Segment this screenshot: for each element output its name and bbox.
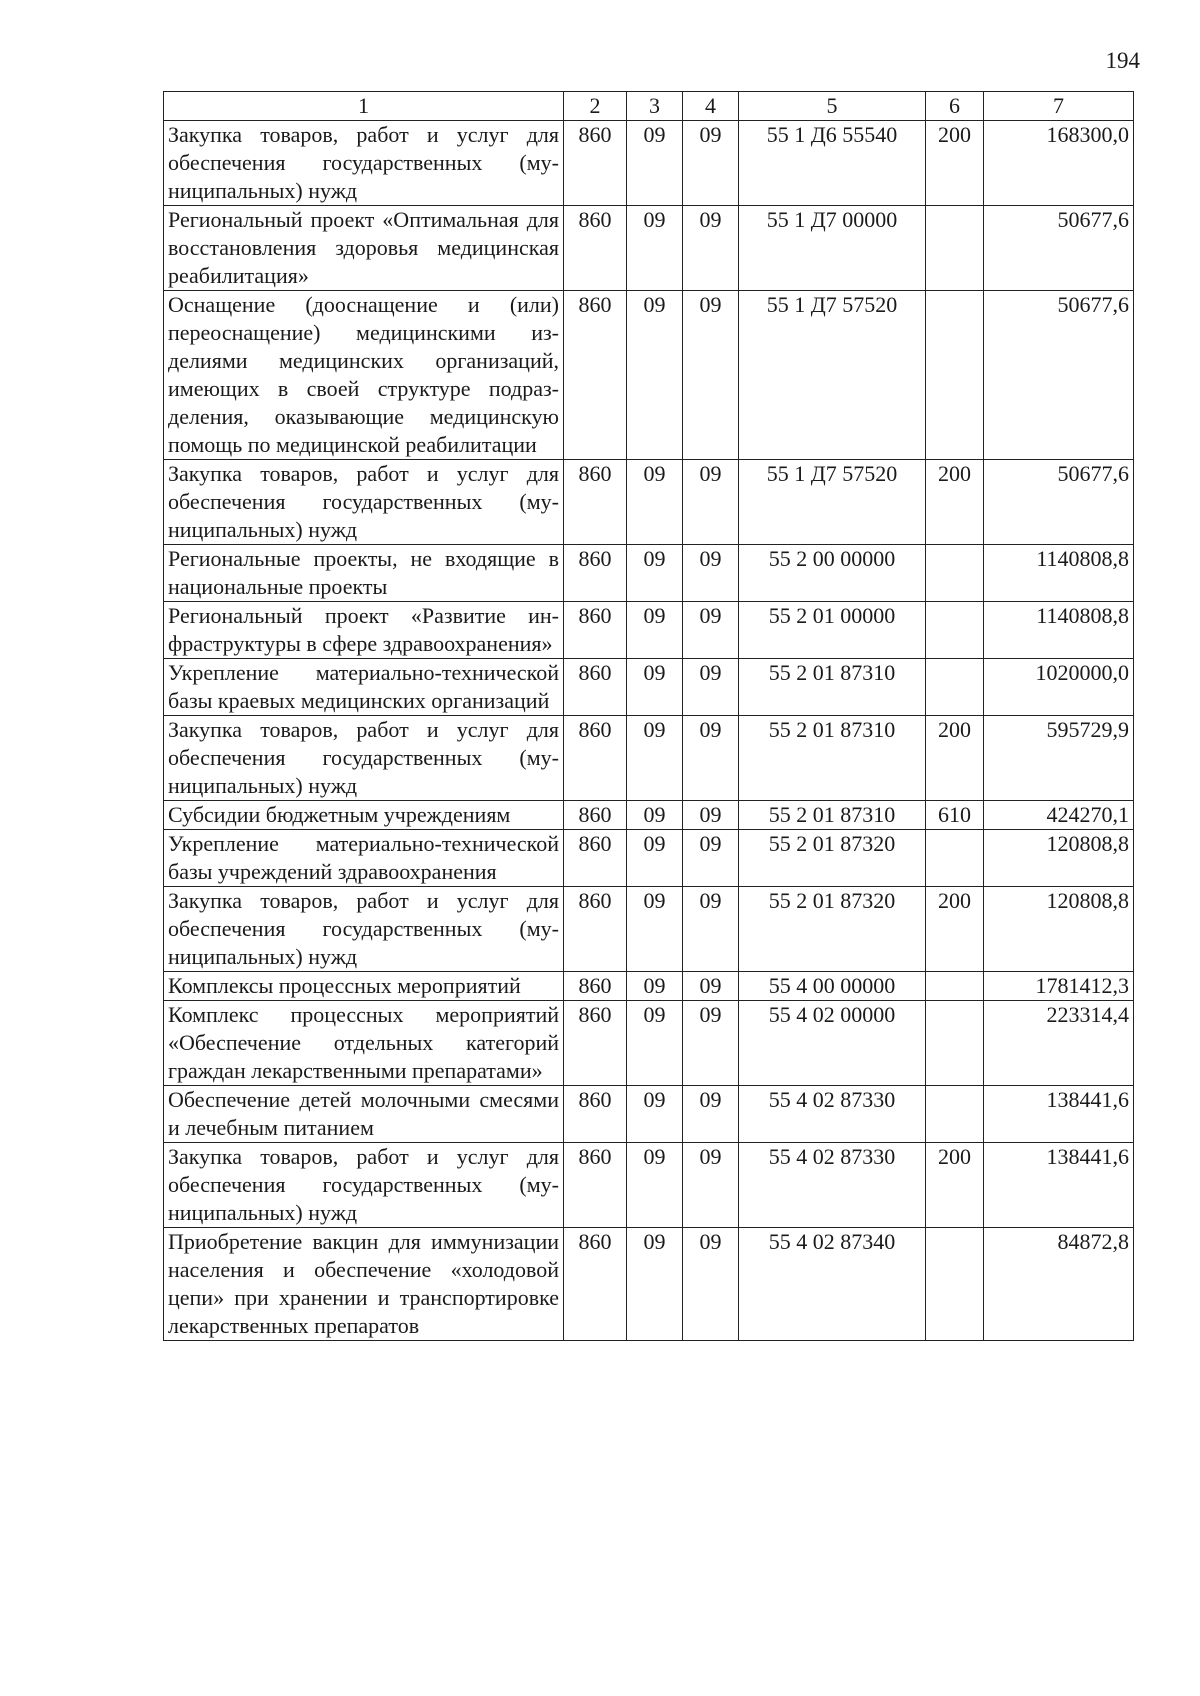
row-name-cell: Закупка товаров, работ и услуг для обеспечения государственных (муниципальных) нужд	[164, 121, 564, 206]
row-amount: 1140808,8	[984, 602, 1134, 659]
table-row	[164, 545, 1134, 602]
row-target-article: 55 2 01 87320	[739, 887, 926, 972]
row-expense-type: 200	[926, 1143, 984, 1228]
row-amount: 138441,6	[984, 1086, 1134, 1143]
row-ministry-code: 860	[564, 545, 627, 602]
row-name-cell: Закупка товаров, работ и услуг для обеспечения государственных (муниципальных) нужд	[164, 1143, 564, 1228]
table-row	[164, 460, 1134, 545]
row-subsection-code: 09	[683, 887, 739, 972]
row-name-cell: Приобретение вакцин для иммунизации населения и обеспечение «холодовой цепи» при хранении и транспортировке лекарственных препаратов	[164, 1228, 564, 1341]
table-row	[164, 1143, 1134, 1228]
row-expense-type	[926, 602, 984, 659]
row-expense-type: 610	[926, 801, 984, 830]
row-name-cell: Закупка товаров, работ и услуг для обеспечения государственных (муниципальных) нужд	[164, 460, 564, 545]
row-ministry-code: 860	[564, 121, 627, 206]
row-name-cell: Закупка товаров, работ и услуг для обеспечения государственных (муниципальных) нужд	[164, 887, 564, 972]
row-subsection-code: 09	[683, 291, 739, 460]
row-section-code: 09	[627, 206, 683, 291]
row-ministry-code: 860	[564, 1001, 627, 1086]
row-ministry-code: 860	[564, 1086, 627, 1143]
row-expense-type: 200	[926, 716, 984, 801]
row-target-article: 55 1 Д7 57520	[739, 460, 926, 545]
row-expense-type	[926, 1086, 984, 1143]
row-amount: 120808,8	[984, 830, 1134, 887]
row-name-cell: Региональные проекты, не входящие в национальные проекты	[164, 545, 564, 602]
row-target-article: 55 2 01 87310	[739, 716, 926, 801]
row-name-cell: Закупка товаров, работ и услуг для обеспечения государственных (муниципальных) нужд	[164, 716, 564, 801]
table-row	[164, 1086, 1134, 1143]
page-number: 194	[1105, 48, 1140, 73]
row-subsection-code: 09	[683, 206, 739, 291]
row-name-cell: Региональный проект «Оптимальная для восстановления здоровья медицинская реабилитация»	[164, 206, 564, 291]
row-section-code: 09	[627, 1086, 683, 1143]
header-col-1: 1	[164, 92, 564, 121]
header-col-5: 5	[739, 92, 926, 121]
table-row	[164, 830, 1134, 887]
row-ministry-code: 860	[564, 206, 627, 291]
row-subsection-code: 09	[683, 1228, 739, 1341]
row-ministry-code: 860	[564, 801, 627, 830]
row-subsection-code: 09	[683, 545, 739, 602]
row-ministry-code: 860	[564, 887, 627, 972]
row-name-cell: Региональный проект «Развитие инфраструктуры в сфере здравоохранения»	[164, 602, 564, 659]
row-subsection-code: 09	[683, 830, 739, 887]
row-ministry-code: 860	[564, 716, 627, 801]
row-subsection-code: 09	[683, 1143, 739, 1228]
table-row	[164, 206, 1134, 291]
row-target-article: 55 4 02 87330	[739, 1086, 926, 1143]
row-section-code: 09	[627, 659, 683, 716]
row-target-article: 55 2 01 87310	[739, 801, 926, 830]
table-header	[164, 92, 1134, 121]
row-ministry-code: 860	[564, 830, 627, 887]
row-target-article: 55 1 Д7 57520	[739, 291, 926, 460]
row-section-code: 09	[627, 1001, 683, 1086]
row-expense-type	[926, 1001, 984, 1086]
row-name-cell: Комплекс процессных мероприятий «Обеспечение отдельных категорий граждан лекарственными препаратами»	[164, 1001, 564, 1086]
row-expense-type	[926, 659, 984, 716]
table-row	[164, 602, 1134, 659]
table-row	[164, 1228, 1134, 1341]
header-col-6: 6	[926, 92, 984, 121]
row-target-article: 55 1 Д7 00000	[739, 206, 926, 291]
row-section-code: 09	[627, 801, 683, 830]
row-amount: 138441,6	[984, 1143, 1134, 1228]
row-section-code: 09	[627, 1228, 683, 1341]
row-ministry-code: 860	[564, 291, 627, 460]
row-name-cell: Оснащение (дооснащение и (или) переоснащение) медицинскими изделиями медицинских организаций, имеющих в своей структуре подразделения, оказывающие медицинскую помощь по медицинской реабилитации	[164, 291, 564, 460]
row-expense-type: 200	[926, 460, 984, 545]
table-row	[164, 121, 1134, 206]
row-amount: 84872,8	[984, 1228, 1134, 1341]
row-amount: 424270,1	[984, 801, 1134, 830]
row-amount: 595729,9	[984, 716, 1134, 801]
row-subsection-code: 09	[683, 972, 739, 1001]
table-row	[164, 887, 1134, 972]
row-subsection-code: 09	[683, 801, 739, 830]
row-amount: 50677,6	[984, 206, 1134, 291]
row-subsection-code: 09	[683, 716, 739, 801]
row-target-article: 55 2 01 87310	[739, 659, 926, 716]
row-subsection-code: 09	[683, 460, 739, 545]
row-name-cell: Обеспечение детей молочными смесями и лечебным питанием	[164, 1086, 564, 1143]
row-subsection-code: 09	[683, 1001, 739, 1086]
row-target-article: 55 1 Д6 55540	[739, 121, 926, 206]
row-amount: 1140808,8	[984, 545, 1134, 602]
table-row	[164, 972, 1134, 1001]
row-name-cell: Комплексы процессных мероприятий	[164, 972, 564, 1001]
row-section-code: 09	[627, 121, 683, 206]
table-row	[164, 801, 1134, 830]
row-section-code: 09	[627, 1143, 683, 1228]
row-expense-type	[926, 1228, 984, 1341]
row-name-cell: Укрепление материально-технической базы краевых медицинских организаций	[164, 659, 564, 716]
row-expense-type: 200	[926, 887, 984, 972]
row-amount: 168300,0	[984, 121, 1134, 206]
row-target-article: 55 4 00 00000	[739, 972, 926, 1001]
row-section-code: 09	[627, 830, 683, 887]
row-ministry-code: 860	[564, 1228, 627, 1341]
row-ministry-code: 860	[564, 1143, 627, 1228]
row-ministry-code: 860	[564, 602, 627, 659]
header-col-7: 7	[984, 92, 1134, 121]
header-row	[164, 92, 1134, 121]
row-section-code: 09	[627, 716, 683, 801]
budget-table	[163, 91, 1134, 1341]
row-target-article: 55 4 02 87340	[739, 1228, 926, 1341]
row-amount: 1781412,3	[984, 972, 1134, 1001]
row-subsection-code: 09	[683, 1086, 739, 1143]
row-amount: 223314,4	[984, 1001, 1134, 1086]
table-row	[164, 1001, 1134, 1086]
row-target-article: 55 2 01 00000	[739, 602, 926, 659]
row-name-cell: Укрепление материально-технической базы учреждений здравоохранения	[164, 830, 564, 887]
row-subsection-code: 09	[683, 659, 739, 716]
row-name-cell: Субсидии бюджетным учреждениям	[164, 801, 564, 830]
row-amount: 50677,6	[984, 291, 1134, 460]
row-target-article: 55 4 02 00000	[739, 1001, 926, 1086]
row-section-code: 09	[627, 545, 683, 602]
row-subsection-code: 09	[683, 602, 739, 659]
table-row	[164, 716, 1134, 801]
header-col-4: 4	[683, 92, 739, 121]
row-target-article: 55 2 01 87320	[739, 830, 926, 887]
row-expense-type	[926, 972, 984, 1001]
row-section-code: 09	[627, 602, 683, 659]
row-section-code: 09	[627, 460, 683, 545]
row-amount: 1020000,0	[984, 659, 1134, 716]
row-subsection-code: 09	[683, 121, 739, 206]
row-ministry-code: 860	[564, 972, 627, 1001]
row-section-code: 09	[627, 887, 683, 972]
row-expense-type: 200	[926, 121, 984, 206]
header-col-2: 2	[564, 92, 627, 121]
row-ministry-code: 860	[564, 659, 627, 716]
row-expense-type	[926, 545, 984, 602]
row-ministry-code: 860	[564, 460, 627, 545]
row-expense-type	[926, 830, 984, 887]
table-row	[164, 291, 1134, 460]
row-expense-type	[926, 206, 984, 291]
row-expense-type	[926, 291, 984, 460]
table-row	[164, 659, 1134, 716]
row-amount: 120808,8	[984, 887, 1134, 972]
table-body	[164, 121, 1134, 1341]
header-col-3: 3	[627, 92, 683, 121]
row-amount: 50677,6	[984, 460, 1134, 545]
row-target-article: 55 2 00 00000	[739, 545, 926, 602]
row-section-code: 09	[627, 972, 683, 1001]
row-target-article: 55 4 02 87330	[739, 1143, 926, 1228]
row-section-code: 09	[627, 291, 683, 460]
